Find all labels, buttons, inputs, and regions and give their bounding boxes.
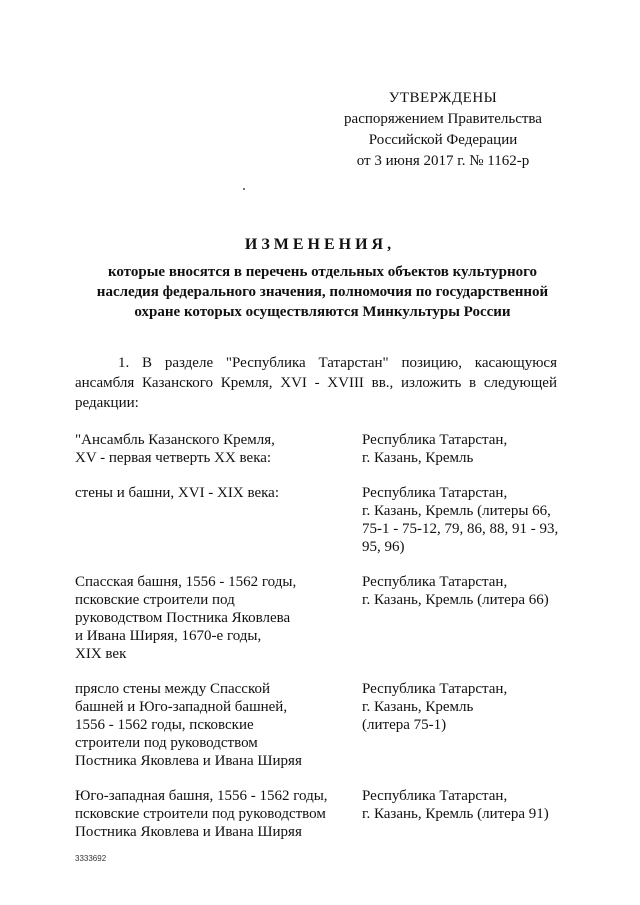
approval-line-2: Российской Федерации — [368, 132, 518, 148]
object-name — [75, 787, 362, 841]
object-location-line: г. Казань, Кремль — [362, 450, 474, 466]
object-location — [362, 484, 562, 556]
subtitle-line-2: наследия федерального значения, полномочия по государственной — [96, 284, 549, 300]
approval-line-3: от 3 июня 2017 г. № 1162-р — [356, 153, 530, 169]
document-title: ИЗМЕНЕНИЯ, — [244, 236, 396, 253]
object-name-line: "Ансамбль Казанского Кремля, — [75, 432, 275, 448]
object-row — [75, 484, 565, 556]
approval-line-1: распоряжением Правительства — [344, 111, 542, 127]
object-name-line: башней и Юго-западной башней, — [75, 699, 288, 715]
object-name — [75, 431, 362, 467]
object-location — [362, 573, 562, 663]
object-name — [75, 680, 362, 770]
object-location — [362, 787, 562, 841]
object-row — [75, 573, 565, 663]
object-location-line: 75-1 - 75-12, 79, 86, 88, 91 - 93, — [362, 521, 559, 537]
object-location-line: г. Казань, Кремль (литера 66) — [362, 592, 549, 608]
object-location-line: 95, 96) — [362, 539, 405, 555]
object-name-line: XV - первая четверть XX века: — [75, 450, 272, 466]
approval-heading: УТВЕРЖДЕНЫ — [388, 90, 498, 106]
object-location-line: Республика Татарстан, — [362, 485, 508, 501]
object-location — [362, 680, 562, 770]
object-location-line: Республика Татарстан, — [362, 788, 508, 804]
object-name-line: Постника Яковлева и Ивана Ширяя — [75, 753, 302, 769]
objects-list — [75, 431, 565, 841]
object-location-line: Республика Татарстан, — [362, 432, 508, 448]
object-location — [362, 431, 562, 467]
object-location-line: Республика Татарстан, — [362, 574, 508, 590]
object-name-line: XIX век — [75, 646, 127, 662]
object-row — [75, 787, 565, 841]
object-name-line: Юго-западная башня, 1556 - 1562 годы, — [75, 788, 328, 804]
subtitle-line-3: охране которых осуществляются Минкультуры России — [134, 304, 511, 320]
object-location-line: г. Казань, Кремль (литера 91) — [362, 806, 549, 822]
object-row — [75, 680, 565, 770]
object-name-line: Спасская башня, 1556 - 1562 годы, — [75, 574, 297, 590]
object-name-line: стены и башни, XVI - XIX века: — [75, 485, 280, 501]
approval-block — [338, 88, 548, 172]
document-code: 3333692 — [75, 854, 107, 863]
object-location-line: г. Казань, Кремль — [362, 699, 474, 715]
object-name — [75, 484, 362, 556]
object-location-line: (литера 75-1) — [362, 717, 447, 733]
object-location-line: г. Казань, Кремль (литеры 66, — [362, 503, 551, 519]
object-name — [75, 573, 362, 663]
object-name-line: прясло стены между Спасской — [75, 681, 270, 697]
object-row — [75, 431, 565, 467]
object-name-line: Постника Яковлева и Ивана Ширяя — [75, 824, 302, 840]
object-name-line: и Ивана Ширяя, 1670-е годы, — [75, 628, 262, 644]
object-name-line: псковские строители под руководством — [75, 806, 326, 822]
object-name-line: 1556 - 1562 годы, псковские — [75, 717, 254, 733]
object-name-line: руководством Постника Яковлева — [75, 610, 291, 626]
document-subtitle — [80, 262, 565, 322]
object-name-line: строители под руководством — [75, 735, 258, 751]
object-location-line: Республика Татарстан, — [362, 681, 508, 697]
subtitle-line-1: которые вносятся в перечень отдельных объектов культурного — [107, 264, 538, 280]
object-name-line: псковские строители под — [75, 592, 235, 608]
intro-paragraph: 1. В разделе "Республика Татарстан" позицию, касающуюся ансамбля Казанского Кремля, XVI - XVIII вв., изложить в следующей редакции: — [75, 355, 557, 411]
scan-speck — [243, 188, 245, 190]
